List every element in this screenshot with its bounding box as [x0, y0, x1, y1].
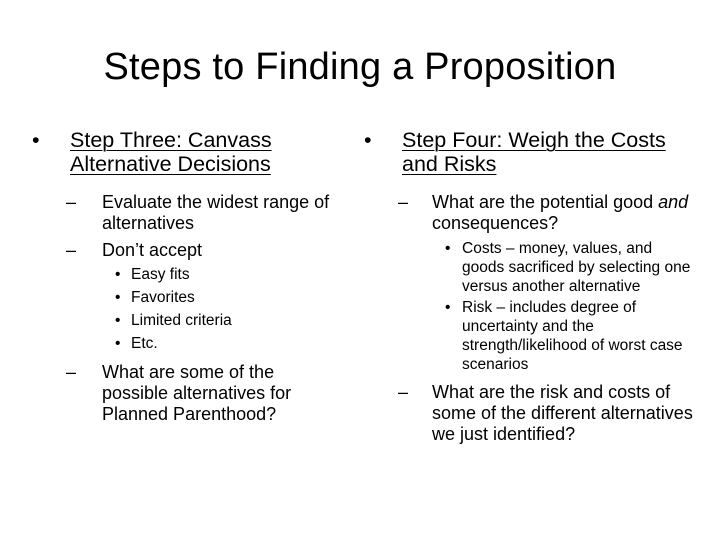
dash-glyph: –	[66, 240, 77, 260]
right-sub-item-2	[364, 382, 694, 445]
bullet-glyph: •	[115, 312, 121, 329]
list-item-text: Limited criteria	[131, 312, 232, 329]
bullet-glyph: •	[115, 335, 121, 352]
list-item-text: Risk – includes degree of uncertainty and the strength/likelihood of worst case scenarios	[462, 299, 683, 373]
list-item	[32, 265, 332, 284]
bullet-glyph: •	[115, 289, 121, 306]
left-heading-item	[32, 128, 332, 176]
right-column	[364, 128, 694, 445]
list-item	[32, 311, 332, 330]
right-sub1-text-a: What are the potential good	[432, 192, 659, 212]
dash-glyph: –	[66, 362, 77, 382]
left-sub-item-1	[32, 192, 332, 234]
list-item-text: Etc.	[131, 335, 158, 352]
bullet-glyph: •	[445, 240, 451, 257]
list-item-text: Favorites	[131, 289, 195, 306]
left-sub2-text: Don’t accept	[102, 240, 203, 260]
bullet-glyph: •	[32, 128, 40, 152]
dash-glyph: –	[66, 192, 77, 212]
right-sub1-text-b: consequences?	[432, 213, 559, 233]
bullet-glyph: •	[115, 266, 121, 283]
list-item	[364, 239, 694, 296]
bullet-glyph: •	[364, 128, 372, 152]
list-item-text: Costs – money, values, and goods sacrificed by selecting one versus another alternative	[462, 240, 691, 295]
list-item-text: Easy fits	[131, 266, 190, 283]
dash-glyph: –	[398, 382, 409, 402]
left-heading: Step Three: Canvass Alternative Decisions	[70, 128, 272, 176]
right-sub-item-1	[364, 192, 694, 234]
left-sub-item-2	[32, 240, 332, 261]
dash-glyph: –	[398, 192, 409, 212]
right-heading: Step Four: Weigh the Costs and Risks	[402, 128, 666, 176]
left-sub1-text: Evaluate the widest range of alternatives	[102, 192, 330, 233]
left-sub-item-3	[32, 362, 332, 425]
list-item	[364, 298, 694, 374]
list-item	[32, 334, 332, 353]
left-column	[32, 128, 332, 425]
list-item	[32, 288, 332, 307]
bullet-glyph: •	[445, 299, 451, 316]
right-sub2-text: What are the risk and costs of some of the different alternatives we just identified?	[432, 382, 693, 444]
right-heading-item	[364, 128, 694, 176]
slide-title: Steps to Finding a Proposition	[103, 46, 617, 88]
left-sub3-text: What are some of the possible alternatives for Planned Parenthood?	[102, 362, 292, 424]
right-sub1-italic: and	[658, 192, 689, 212]
